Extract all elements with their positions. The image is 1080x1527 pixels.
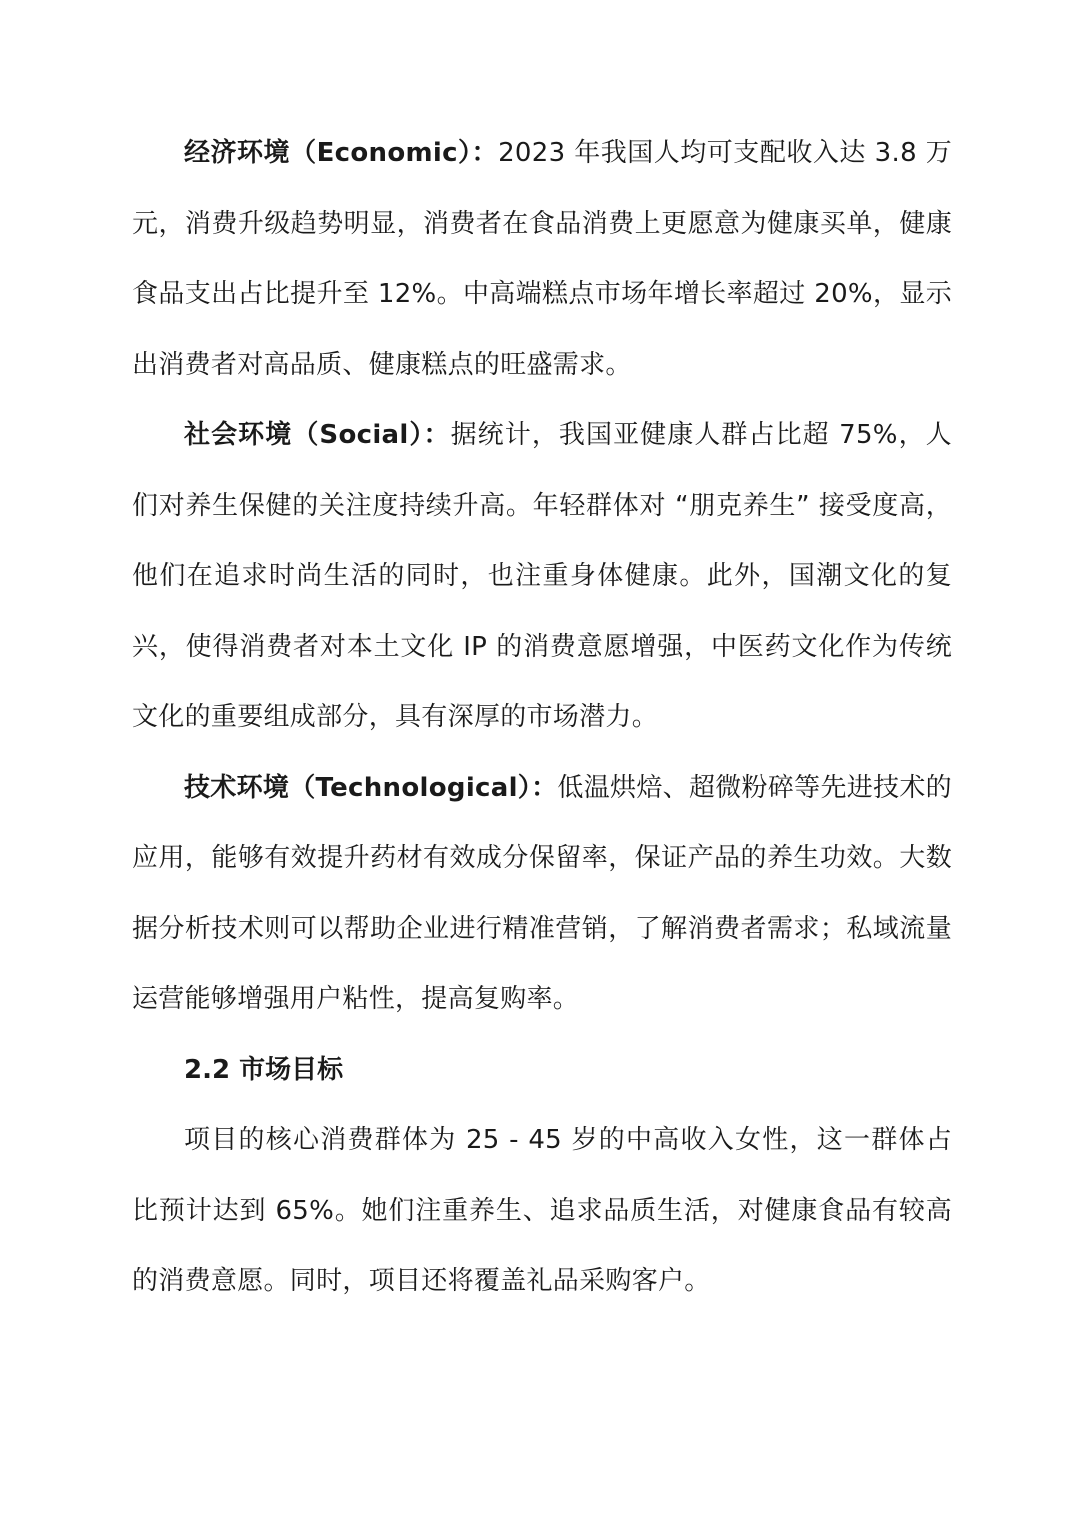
social-lead: 社会环境（Social）： bbox=[184, 420, 451, 450]
social-paragraph bbox=[132, 400, 952, 753]
economic-lead: 经济环境（Economic）： bbox=[184, 138, 499, 168]
section-heading-market-target: 2.2 市场目标 bbox=[184, 1054, 344, 1085]
document-page bbox=[132, 118, 952, 1317]
social-text: 据统计，我国亚健康人群占比超 75%，人们对养生保健的关注度持续升高。年轻群体对 “朋克养生” 接受度高，他们在追求时尚生活的同时，也注重身体健康。此外，国潮文化的复兴，使得消费者对本土文化 IP 的消费意愿增强，中医药文化作为传统文化的重要组成部分，具有深厚的市场潜力。 bbox=[132, 420, 952, 732]
technological-lead: 技术环境（Technological）： bbox=[184, 772, 558, 803]
economic-text: 2023 年我国人均可支配收入达 3.8 万元，消费升级趋势明显，消费者在食品消费上更愿意为健康买单，健康食品支出占比提升至 12%。中高端糕点市场年增长率超过 20%，显示出消费者对高品质、健康糕点的旺盛需求。 bbox=[132, 138, 952, 380]
economic-paragraph bbox=[132, 118, 952, 400]
market-target-paragraph: 项目的核心消费群体为 25 - 45 岁的中高收入女性，这一群体占比预计达到 65%。她们注重养生、追求品质生活，对健康食品有较高的消费意愿。同时，项目还将覆盖礼品采购客户。 bbox=[132, 1125, 952, 1296]
technological-text: 低温烘焙、超微粉碎等先进技术的应用，能够有效提升药材有效成分保留率，保证产品的养生功效。大数据分析技术则可以帮助企业进行精准营销，了解消费者需求；私域流量运营能够增强用户粘性，提高复购率。 bbox=[132, 772, 952, 1014]
technological-paragraph bbox=[132, 753, 952, 1035]
